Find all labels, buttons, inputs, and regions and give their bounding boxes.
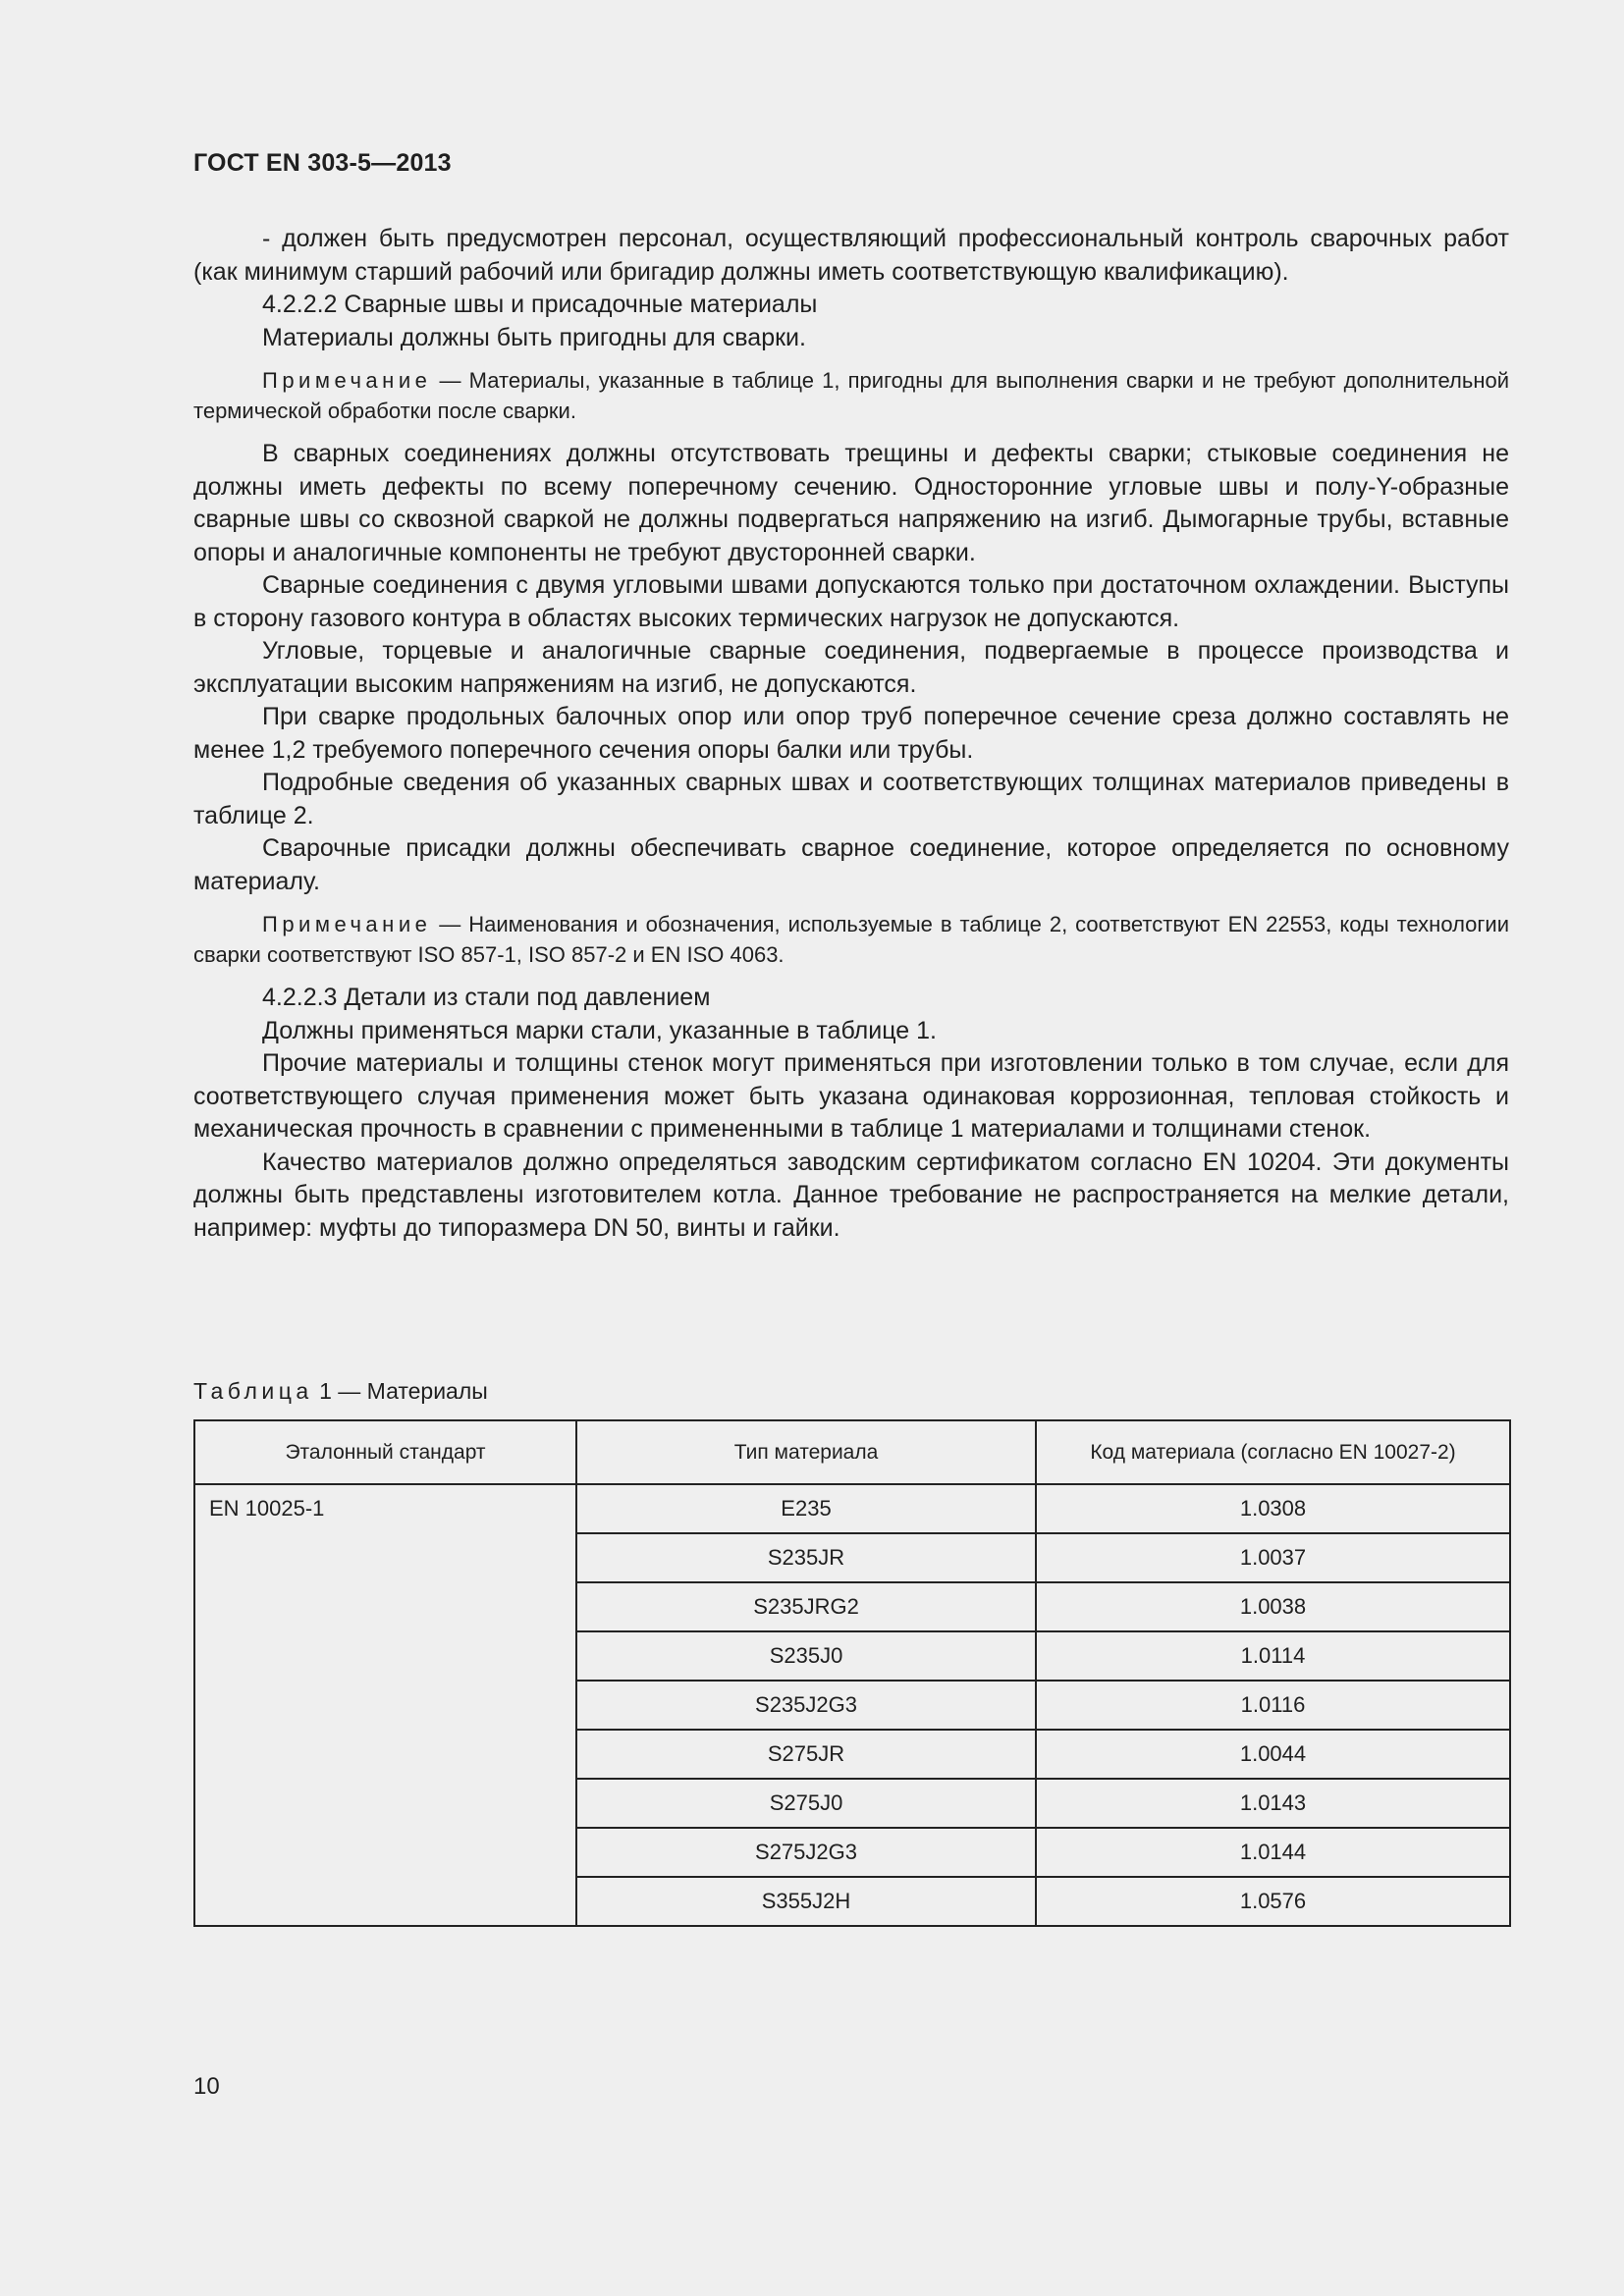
paragraph: Должны применяться марки стали, указанные в таблице 1.: [262, 1016, 937, 1044]
material-code-cell: 1.0308: [1036, 1484, 1510, 1533]
note-2: [193, 909, 1509, 970]
paragraph: Прочие материалы и толщины стенок могут применяться при изготовлении только в том случае, если для соответствующего случая применения может быть указана одинаковая коррозионная, тепловая стойкость и механическая прочность в сравнении с примененными в таблице 1 материалами и толщинами стенок.: [193, 1049, 1509, 1143]
paragraph: При сварке продольных балочных опор или опор труб поперечное сечение среза должно составлять не менее 1,2 требуемого поперечного сечения опоры балки или трубы.: [193, 703, 1509, 764]
material-type-cell: S235JRG2: [576, 1582, 1036, 1631]
note-text: — Наименования и обозначения, используемые в таблице 2, соответствуют EN 22553, коды технологии сварки соответствуют ISO 857-1, ISO 857-2 и EN ISO 4063.: [193, 912, 1509, 967]
table-header-row: [194, 1420, 1510, 1484]
material-code-cell: 1.0576: [1036, 1877, 1510, 1926]
header-reference-standard: Эталонный стандарт: [194, 1420, 576, 1484]
paragraph: Материалы должны быть пригодны для сварки.: [262, 323, 806, 351]
header-material-type: Тип материала: [576, 1420, 1036, 1484]
table-caption-text: 1 — Материалы: [312, 1378, 488, 1404]
materials-table: [193, 1419, 1511, 1927]
body-text: [193, 223, 1509, 1245]
material-code-cell: 1.0114: [1036, 1631, 1510, 1681]
material-type-cell: S235JR: [576, 1533, 1036, 1582]
material-type-cell: S275JR: [576, 1730, 1036, 1779]
material-code-cell: 1.0143: [1036, 1779, 1510, 1828]
table-caption: [193, 1378, 488, 1405]
material-type-cell: S275J2G3: [576, 1828, 1036, 1877]
header-material-code: Код материала (согласно EN 10027-2): [1036, 1420, 1510, 1484]
paragraph: Сварные соединения с двумя угловыми швами допускаются только при достаточном охлаждении. Выступы в сторону газового контура в областях высоких термических нагрузок не допускаются.: [193, 571, 1509, 632]
note-text: — Материалы, указанные в таблице 1, пригодны для выполнения сварки и не требуют дополнительной термической обработки после сварки.: [193, 368, 1509, 423]
page-number: 10: [193, 2073, 220, 2100]
paragraph: Качество материалов должно определяться заводским сертификатом согласно EN 10204. Эти документы должны быть представлены изготовителем котла. Данное требование не распространяется на мелкие детали, например: муфты до типоразмера DN 50, винты и гайки.: [193, 1148, 1509, 1242]
material-type-cell: S355J2H: [576, 1877, 1036, 1926]
material-code-cell: 1.0044: [1036, 1730, 1510, 1779]
section-heading-4-2-2-2: 4.2.2.2 Сварные швы и присадочные материалы: [262, 291, 818, 318]
table-row: [194, 1484, 1510, 1533]
material-code-cell: 1.0116: [1036, 1681, 1510, 1730]
material-type-cell: S235J2G3: [576, 1681, 1036, 1730]
material-code-cell: 1.0037: [1036, 1533, 1510, 1582]
section-heading-4-2-2-3: 4.2.2.3 Детали из стали под давлением: [262, 984, 711, 1011]
material-type-cell: E235: [576, 1484, 1036, 1533]
material-type-cell: S235J0: [576, 1631, 1036, 1681]
material-type-cell: S275J0: [576, 1779, 1036, 1828]
note-1: [193, 365, 1509, 426]
note-label: Примечание: [262, 912, 432, 936]
table-caption-label: Таблица: [193, 1378, 313, 1404]
paragraph: В сварных соединениях должны отсутствовать трещины и дефекты сварки; стыковые соединения не должны иметь дефекты по всему поперечному сечению. Односторонние угловые швы и полу-Y-образные сварные швы со сквозной сваркой не должны подвергаться напряжению на изгиб. Дымогарные трубы, вставные опоры и аналогичные компоненты не требуют двусторонней сварки.: [193, 440, 1509, 566]
paragraph: Угловые, торцевые и аналогичные сварные соединения, подвергаемые в процессе производства и эксплуатации высоким напряжениям на изгиб, не допускаются.: [193, 637, 1509, 698]
document-header: ГОСТ EN 303-5—2013: [193, 149, 452, 177]
paragraph: Подробные сведения об указанных сварных швах и соответствующих толщинах материалов приведены в таблице 2.: [193, 769, 1509, 829]
paragraph: Сварочные присадки должны обеспечивать сварное соединение, которое определяется по основному материалу.: [193, 834, 1509, 895]
note-label: Примечание: [262, 368, 432, 393]
paragraph: - должен быть предусмотрен персонал, осуществляющий профессиональный контроль сварочных работ (как минимум старший рабочий или бригадир должны иметь соответствующую квалификацию).: [193, 225, 1509, 286]
material-code-cell: 1.0038: [1036, 1582, 1510, 1631]
material-code-cell: 1.0144: [1036, 1828, 1510, 1877]
reference-standard-cell: EN 10025-1: [194, 1484, 576, 1926]
